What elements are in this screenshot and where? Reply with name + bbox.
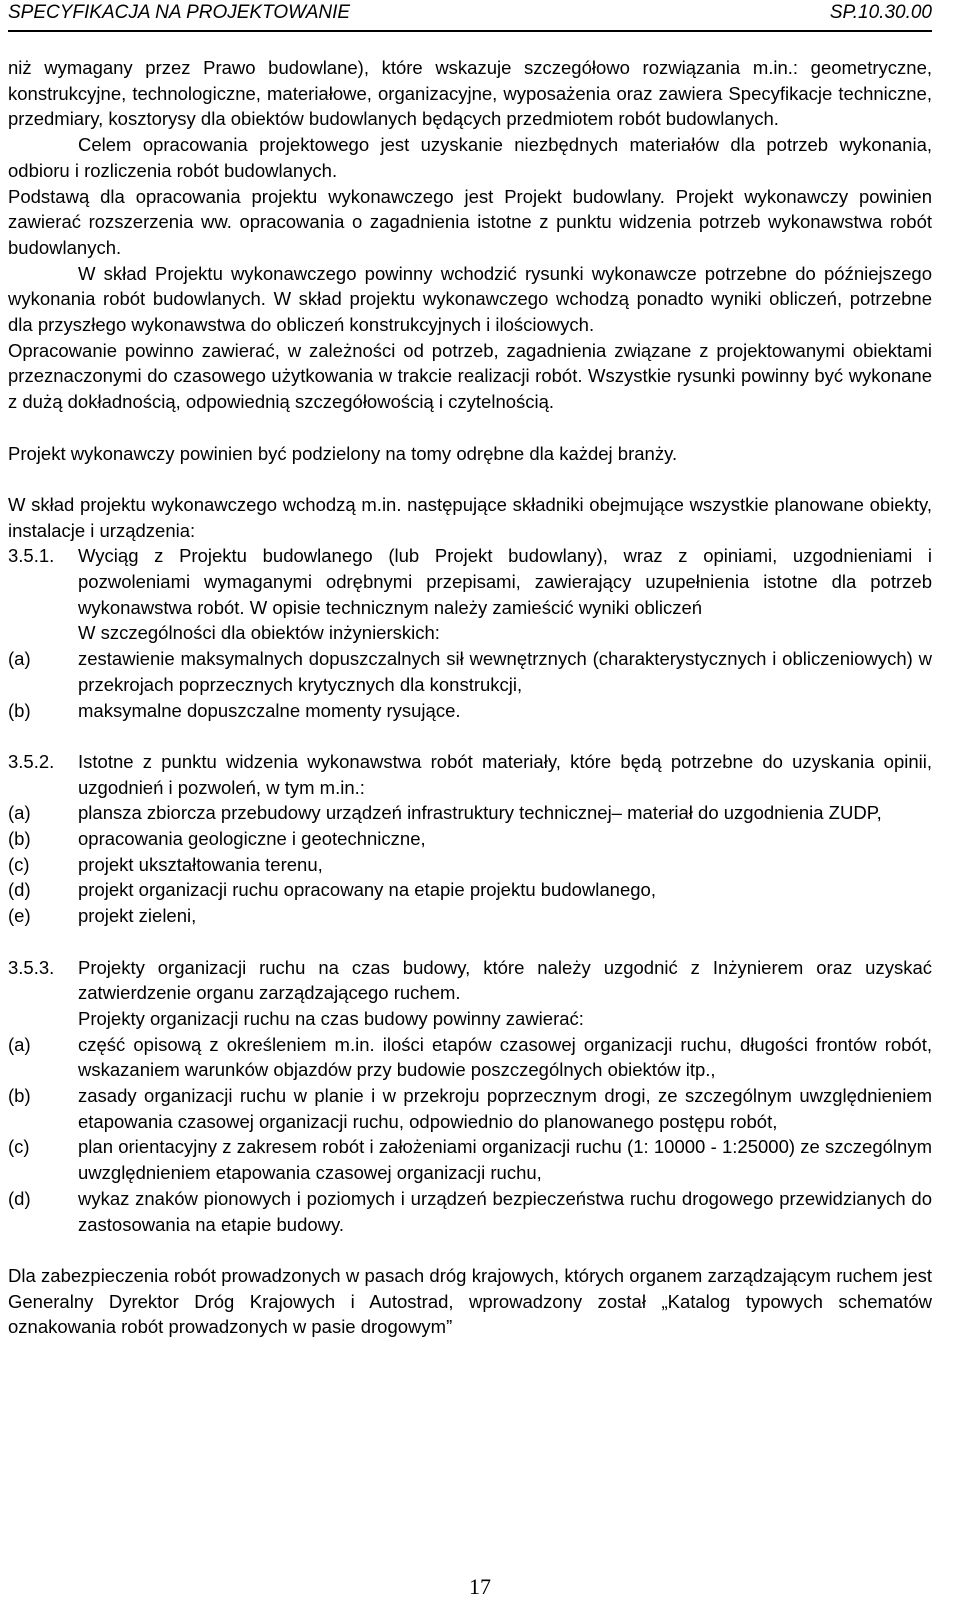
- header-title: SPECYFIKACJA NA PROJEKTOWANIE: [8, 2, 351, 23]
- list-item-label: (b): [8, 1085, 31, 1107]
- list-item: [8, 903, 932, 929]
- list-item-label: (a): [8, 648, 31, 670]
- list-item-text: część opisową z określeniem m.in. ilości etapów czasowej organizacji ruchu, długości frontów robót, wskazaniem warunków objazdów przy budowie poszczególnych obiektów itp.,: [78, 1033, 932, 1081]
- section-text: Wyciąg z Projektu budowlanego (lub Projekt budowlany), wraz z opiniami, uzgodnieniami i pozwoleniami wymaganymi odrębnymi przepisami, zawierający uzupełnienia istotne dla potrzeb wykonawstwa robót. W opisie technicznym należy zamieścić wyniki obliczeń: [78, 545, 932, 618]
- section-number: 3.5.3.: [8, 956, 55, 978]
- paragraph-basis: Podstawą dla opracowania projektu wykonawczego jest Projekt budowlany. Projekt wykonawczy powinien zawierać rozszerzenia ww. opracowania o zagadnienia istotne z punktu widzenia potrzeb wykonawstwa robót budowlanych.: [8, 185, 932, 258]
- list-item-text: projekt zieleni,: [78, 905, 197, 927]
- list-item-label: (d): [8, 1187, 31, 1209]
- section-3-5-2: [8, 749, 932, 800]
- page-header: [8, 0, 932, 32]
- list-item-text: zestawienie maksymalnych dopuszczalnych sił wewnętrznych (charakterystycznych i obliczeniowych) w przekrojach poprzecznych krytycznych dla konstrukcji,: [78, 648, 932, 695]
- list-item: [8, 1134, 932, 1185]
- paragraph-components: W skład projektu wykonawczego wchodzą m.in. następujące składniki obejmujące wszystkie planowane obiekty, instalacje i urządzenia:: [8, 493, 932, 541]
- section-subheading: Projekty organizacji ruchu na czas budowy powinny zawierać:: [78, 1007, 584, 1029]
- list-item-text: projekt organizacji ruchu opracowany na etapie projektu budowlanego,: [78, 879, 656, 901]
- paragraph-intro: niż wymagany przez Prawo budowlane), które wskazuje szczegółowo rozwiązania m.in.: geometryczne, konstrukcyjne, technologiczne, materiałowe, organizacyjne, wyposażenia oraz zawiera Specyfikacje techniczne, przedmiary, kosztorysy dla obiektów budowlanych będących przedmiotem robót budowlanych.: [8, 57, 932, 130]
- paragraph-volumes: Projekt wykonawczy powinien być podzielony na tomy odrębne dla każdej branży.: [8, 442, 678, 464]
- section-number: 3.5.1.: [8, 545, 55, 567]
- list-item-label: (d): [8, 879, 31, 901]
- list-item-label: (a): [8, 1033, 31, 1055]
- paragraph-scope: Opracowanie powinno zawierać, w zależności od potrzeb, zagadnienia związane z projektowanymi obiektami przeznaczonymi do czasowego użytkowania w trakcie realizacji robót. Wszystkie rysunki powinny być wykonane z dużą dokładnością, odpowiednią szczegółowością i czytelnością.: [8, 339, 932, 413]
- list-item-text: opracowania geologiczne i geotechniczne,: [78, 828, 426, 850]
- list-item: [8, 1083, 932, 1134]
- list-item: [8, 800, 932, 826]
- list-item: [8, 852, 932, 878]
- list-item-text: plansza zbiorcza przebudowy urządzeń infrastruktury technicznej– materiał do uzgodnienia ZUDP,: [78, 802, 882, 824]
- paragraph-goal: Celem opracowania projektowego jest uzyskanie niezbędnych materiałów dla potrzeb wykonania, odbioru i rozliczenia robót budowlanych.: [8, 134, 932, 181]
- document-body: [8, 55, 932, 1340]
- list-item-label: (a): [8, 802, 31, 824]
- list-item-text: projekt ukształtowania terenu,: [78, 853, 323, 875]
- list-item: [8, 1032, 932, 1083]
- section-3-5-1: [8, 543, 932, 620]
- section-3-5-3: [8, 955, 932, 1006]
- list-item-label: (c): [8, 1136, 30, 1158]
- list-item: [8, 1186, 932, 1237]
- list-item: [8, 877, 932, 903]
- header-code: SP.10.30.00: [829, 2, 932, 23]
- list-item-label: (b): [8, 828, 31, 850]
- list-item-text: zasady organizacji ruchu w planie i w przekroju poprzecznym drogi, ze szczególnym uwzględnieniem etapowania czasowej organizacji ruchu, odpowiednio do planowanego postępu robót,: [78, 1085, 932, 1132]
- section-number: 3.5.2.: [8, 750, 55, 772]
- list-item-label: (e): [8, 905, 31, 927]
- section-text: Projekty organizacji ruchu na czas budowy, które należy uzgodnić z Inżynierem oraz uzyskać zatwierdzenie organu zarządzającego ruchem.: [78, 956, 932, 1004]
- paragraph-closing: Dla zabezpieczenia robót prowadzonych w pasach dróg krajowych, których organem zarządzającym ruchem jest Generalny Dyrektor Dróg Krajowych i Autostrad, wprowadzony został „Katalog typowych schematów oznakowania robót prowadzonych w pasie drogowym”: [8, 1264, 932, 1338]
- list-item-text: wykaz znaków pionowych i poziomych i urządzeń bezpieczeństwa ruchu drogowego przewidzianych do zastosowania na etapie budowy.: [78, 1187, 932, 1235]
- list-item: [8, 646, 932, 697]
- list-item: [8, 826, 932, 852]
- list-item-text: maksymalne dopuszczalne momenty rysujące.: [78, 699, 461, 721]
- list-item: [8, 698, 932, 724]
- page-number: 17: [469, 1574, 491, 1599]
- list-item-text: plan orientacyjny z zakresem robót i założeniami organizacji ruchu (1: 10000 - 1:25000) ze szczególnym uwzględnieniem etapowania czasowej organizacji ruchu,: [78, 1136, 932, 1184]
- paragraph-composition: W skład Projektu wykonawczego powinny wchodzić rysunki wykonawcze potrzebne do późniejszego wykonania robót budowlanych. W skład projektu wykonawczego wchodzą ponadto wyniki obliczeń, potrzebne dla przyszłego wykonawstwa do obliczeń konstrukcyjnych i ilościowych.: [8, 262, 932, 336]
- section-text: Istotne z punktu widzenia wykonawstwa robót materiały, które będą potrzebne do uzyskania opinii, uzgodnień i pozwoleń, w tym m.in.:: [78, 750, 932, 798]
- list-item-label: (b): [8, 699, 31, 721]
- list-item-label: (c): [8, 853, 30, 875]
- section-subheading: W szczególności dla obiektów inżynierskich:: [78, 622, 440, 644]
